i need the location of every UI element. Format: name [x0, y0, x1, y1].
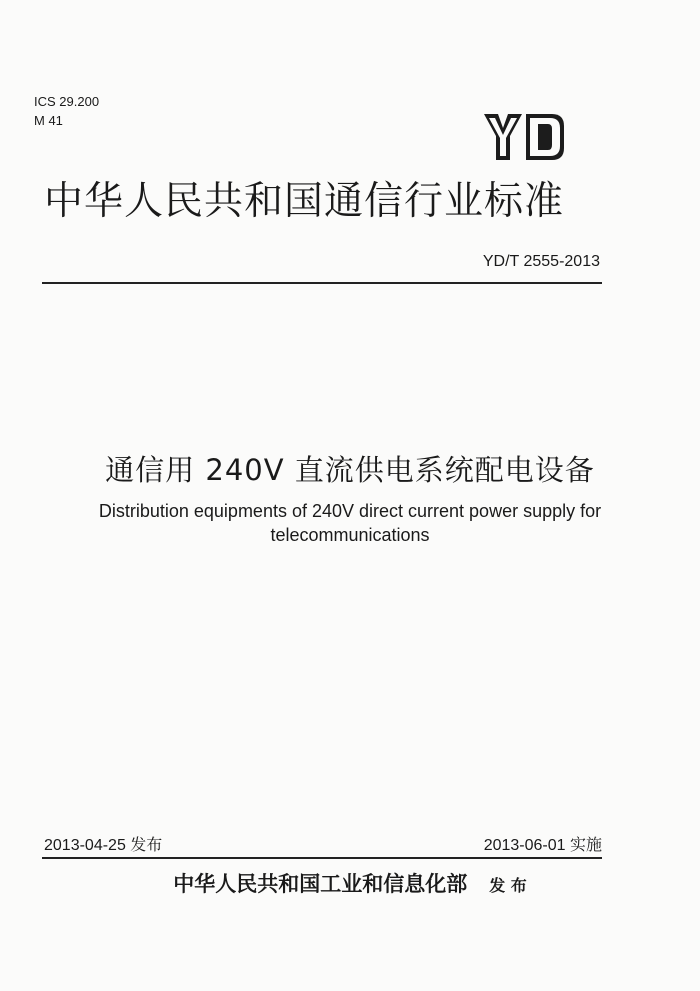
- implementation-date: 2013-06-01 实施: [483, 837, 602, 854]
- classification-block: [34, 92, 99, 130]
- english-title-line-2: telecommunications: [270, 525, 430, 545]
- issuing-authority: [0, 868, 700, 898]
- footer-divider: [42, 857, 602, 859]
- standard-category-title: 中华人民共和国通信行业标准: [44, 179, 565, 224]
- ics-code: ICS 29.200: [34, 94, 100, 109]
- yd-logo: [482, 112, 566, 162]
- standard-number: YD/T 2555-2013: [482, 253, 600, 270]
- english-title-line-1: Distribution equipments of 240V direct current power supply for: [98, 501, 602, 521]
- publish-label: 发 布: [489, 876, 527, 895]
- issuer-name: 中华人民共和国工业和信息化部: [173, 871, 468, 896]
- document-title-chinese: 通信用 240V 直流供电系统配电设备: [105, 453, 595, 487]
- issue-date: 2013-04-25 发布: [44, 837, 163, 854]
- header-divider: [42, 282, 602, 284]
- document-title-english: [0, 499, 700, 547]
- category-code: M 41: [34, 113, 63, 128]
